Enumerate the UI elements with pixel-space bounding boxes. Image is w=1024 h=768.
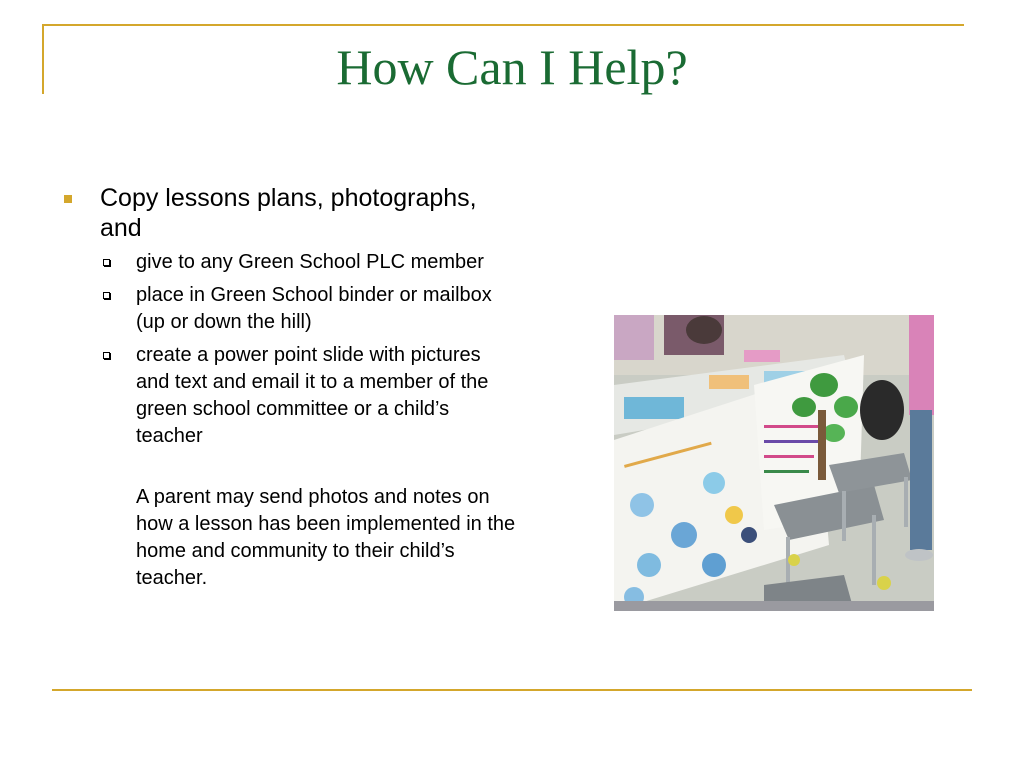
parent-note-text: A parent may send photos and notes on how a lesson has been implemented in the home and community to their child’s teacher.: [136, 486, 516, 589]
sub-bullet-text: create a power point slide with pictures and text and email it to a member of the green school committee or a child’s teacher: [136, 344, 489, 447]
classroom-photo: [614, 315, 934, 611]
frame-top-rule: [42, 24, 964, 26]
hollow-square-bullet-icon: [103, 292, 110, 299]
sub-bullet-item: [60, 282, 510, 336]
parent-note: [60, 484, 516, 592]
main-bullet-text: Copy lessons plans, photographs, and: [100, 184, 477, 242]
sub-bullet-item: [60, 249, 510, 276]
slide-title: How Can I Help?: [336, 39, 688, 95]
main-bullet: [60, 183, 510, 243]
sub-bullet-text: place in Green School binder or mailbox (up or down the hill): [136, 284, 492, 333]
sub-bullet-list: [60, 249, 510, 450]
square-bullet-icon: [64, 195, 72, 203]
hollow-square-bullet-icon: [103, 259, 110, 266]
bullet-content: [60, 183, 516, 592]
hollow-square-bullet-icon: [103, 352, 110, 359]
frame-bottom-rule: [52, 689, 972, 691]
sub-bullet-item: [60, 342, 510, 450]
sub-bullet-text: give to any Green School PLC member: [136, 251, 484, 273]
